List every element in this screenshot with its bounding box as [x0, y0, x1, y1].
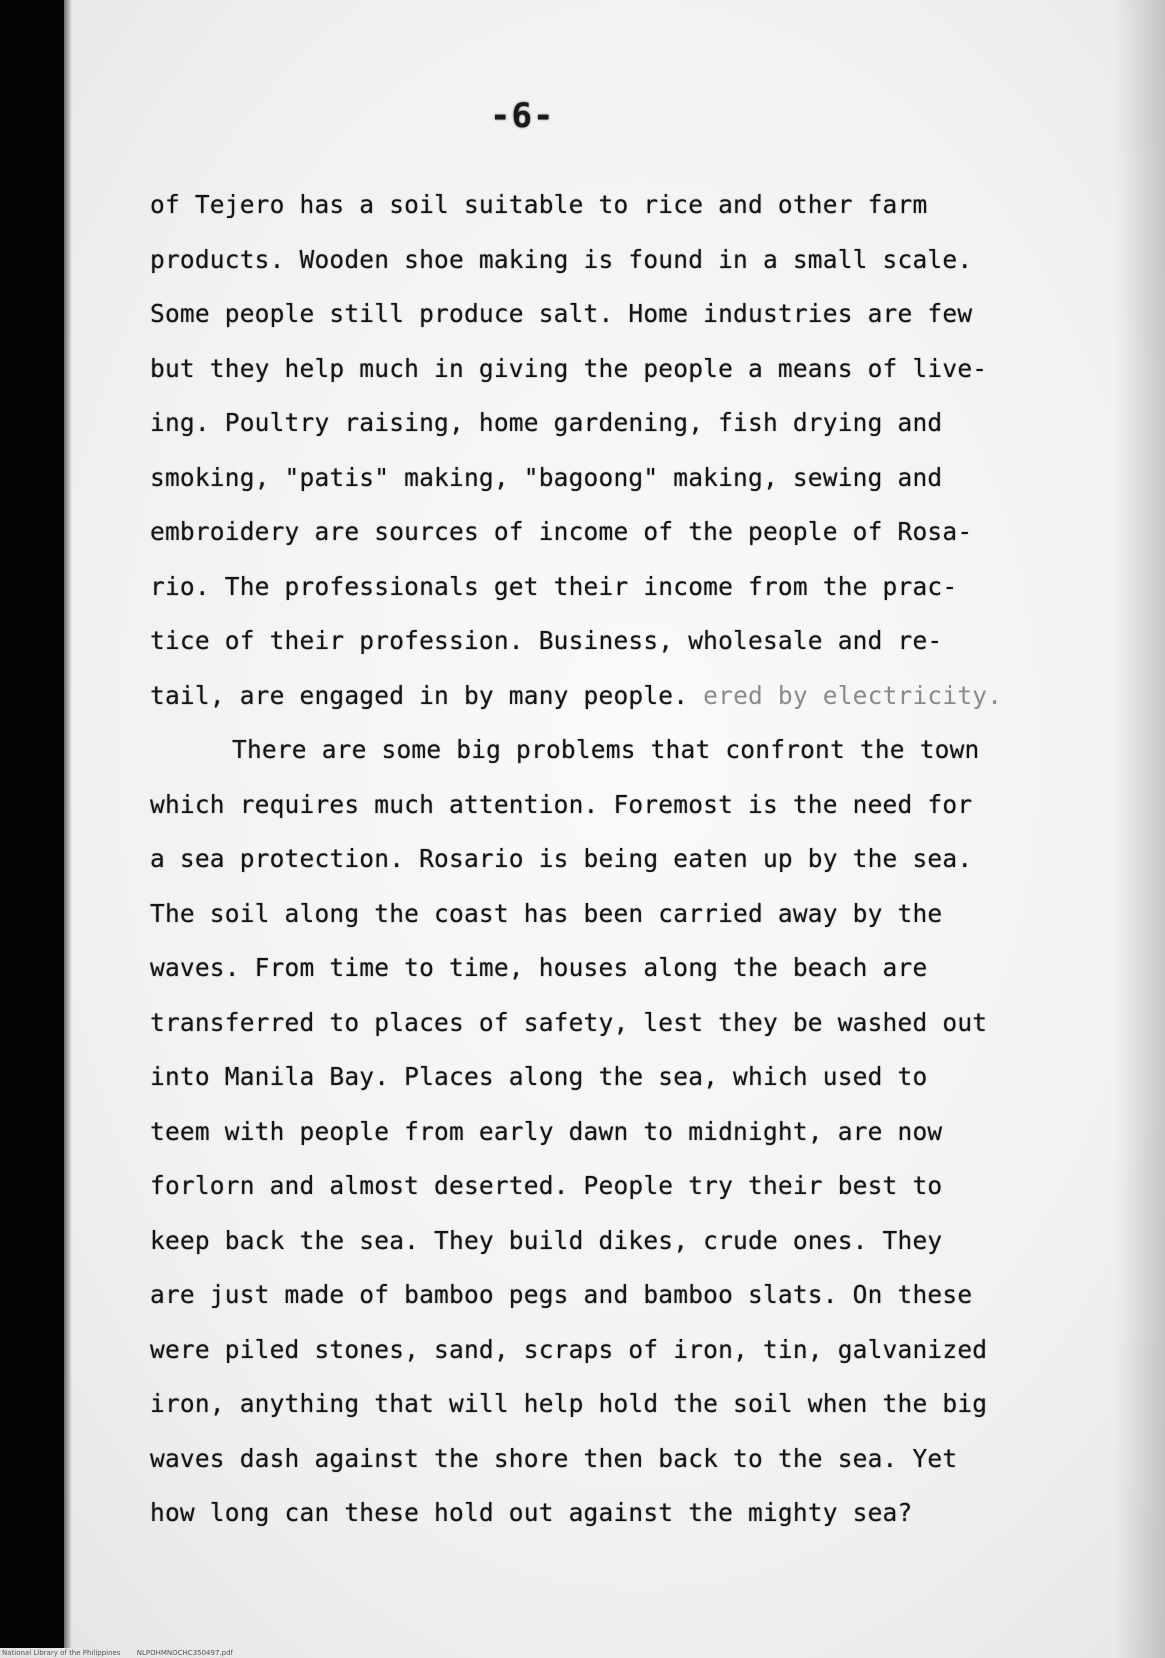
text-line: are just made of bamboo pegs and bamboo slats. On these: [150, 1280, 973, 1309]
text-line: forlorn and almost deserted. People try their best to: [150, 1171, 943, 1200]
text-line: waves dash against the shore then back to the sea. Yet: [150, 1443, 958, 1473]
text-line: rio. The professionals get their income from the prac-: [150, 571, 958, 601]
text-line: Some people still produce salt. Home industries are few: [150, 299, 973, 328]
text-line: tice of their profession. Business, wholesale and re-: [150, 626, 943, 655]
text-line: iron, anything that will help hold the soil when the big: [150, 1389, 988, 1418]
show-through-text: ered by electricity.: [703, 680, 1003, 710]
text-line: how long can these hold out against the mighty sea?: [150, 1498, 913, 1527]
text-line-main: tail, are engaged in by many people.: [150, 680, 689, 710]
text-line: teem with people from early dawn to midnight, are now: [150, 1116, 943, 1146]
text-line: into Manila Bay. Places along the sea, which used to: [150, 1062, 928, 1091]
text-line: of Tejero has a soil suitable to rice and other farm: [150, 190, 928, 219]
text-line: embroidery are sources of income of the people of Rosa-: [150, 517, 973, 546]
text-line: waves. From time to time, houses along the beach are: [150, 953, 928, 982]
text-line: ing. Poultry raising, home gardening, fish drying and: [150, 408, 943, 437]
text-line: [150, 669, 1050, 724]
text-line: The soil along the coast has been carried away by the: [150, 898, 943, 928]
text-line: but they help much in giving the people a means of live-: [150, 353, 988, 383]
scan-footer: [2, 1649, 247, 1657]
text-line: which requires much attention. Foremost is the need for: [150, 789, 973, 819]
text-line: There are some big problems that confront the town: [232, 735, 980, 764]
text-line: smoking, "patis" making, "bagoong" making, sewing and: [150, 462, 943, 492]
body-text: [150, 178, 1050, 1541]
text-line: transferred to places of safety, lest they be washed out: [150, 1007, 988, 1037]
text-line: keep back the sea. They build dikes, crude ones. They: [150, 1225, 943, 1255]
paragraph-1: [150, 178, 1050, 723]
text-line: were piled stones, sand, scraps of iron, tin, galvanized: [150, 1334, 988, 1364]
scan-binding-shadow: [64, 0, 72, 1648]
footer-filename: NLPOHMNOCHC350497.pdf: [136, 1649, 233, 1657]
page-number: -6-: [490, 96, 555, 136]
footer-library: National Library of the Philippines: [2, 1649, 121, 1657]
paragraph-2: [150, 723, 1050, 1541]
text-line: a sea protection. Rosario is being eaten up by the sea.: [150, 844, 973, 873]
text-line: products. Wooden shoe making is found in a small scale.: [150, 244, 973, 274]
scan-binding-edge: [0, 0, 64, 1648]
scan-page-edge-shadow: [1115, 0, 1165, 1658]
